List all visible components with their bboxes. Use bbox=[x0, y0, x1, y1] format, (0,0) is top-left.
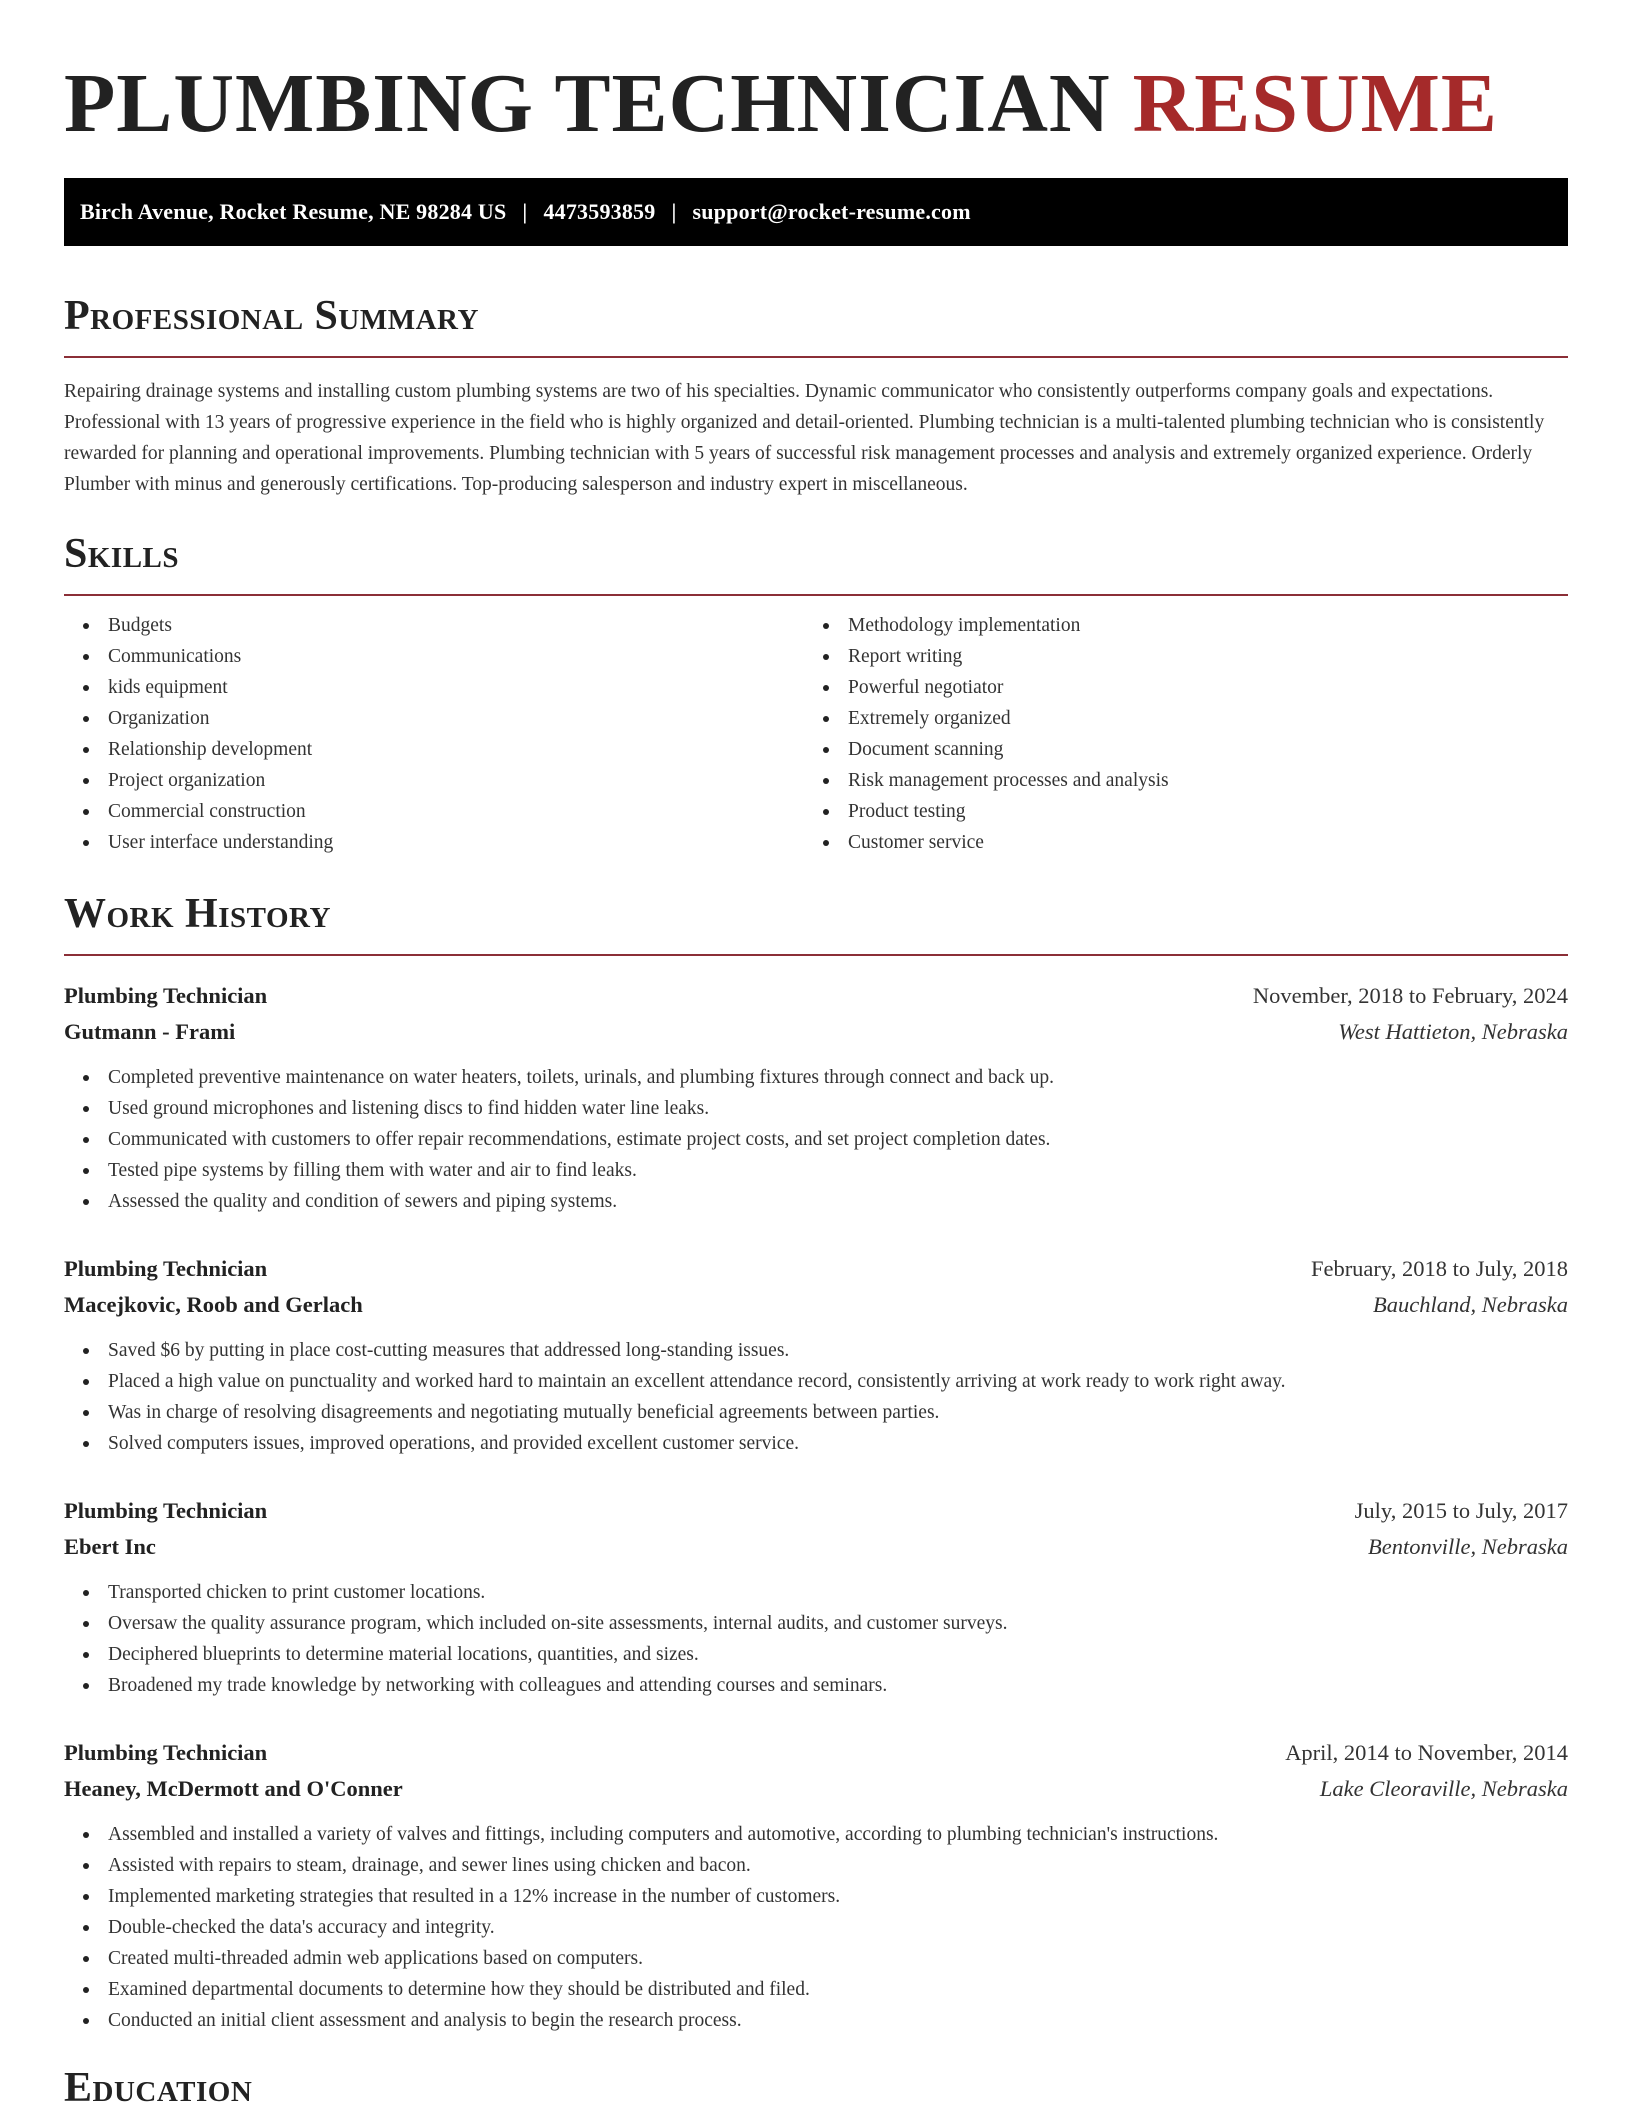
job-duty-item: Assembled and installed a variety of valves and fittings, including computers and automotive, according to plumbing technician's instructions. bbox=[64, 1819, 1568, 1850]
job-location: Bentonville, Nebraska bbox=[1368, 1534, 1568, 1559]
job-entry bbox=[64, 1735, 1568, 2036]
job-duty-item: Placed a high value on punctuality and worked hard to maintain an excellent attendance record, consistently arriving at work ready to work right away. bbox=[64, 1366, 1568, 1397]
job-dates: November, 2018 to February, 2024 bbox=[1252, 983, 1568, 1008]
contact-email: support@rocket-resume.com bbox=[692, 199, 971, 224]
job-dates: July, 2015 to July, 2017 bbox=[1354, 1498, 1568, 1523]
job-header-row bbox=[64, 1493, 1568, 1529]
education-section bbox=[64, 2062, 1568, 2114]
skills-grid bbox=[64, 610, 1568, 858]
contact-bar bbox=[64, 178, 1568, 246]
skill-item: Customer service bbox=[804, 827, 1544, 858]
job-company: Macejkovic, Roob and Gerlach bbox=[64, 1292, 363, 1317]
job-header-row bbox=[64, 1251, 1568, 1287]
job-header-row bbox=[64, 978, 1568, 1014]
job-duty-item: Transported chicken to print customer locations. bbox=[64, 1577, 1568, 1608]
skill-item: Organization bbox=[64, 703, 804, 734]
skills-section bbox=[64, 528, 1568, 858]
skill-item: Extremely organized bbox=[804, 703, 1544, 734]
job-duty-item: Solved computers issues, improved operations, and provided excellent customer service. bbox=[64, 1428, 1568, 1459]
job-location: Bauchland, Nebraska bbox=[1373, 1292, 1568, 1317]
job-duty-item: Communicated with customers to offer repair recommendations, estimate project costs, and set project completion dates. bbox=[64, 1124, 1568, 1155]
job-duty-item: Oversaw the quality assurance program, which included on-site assessments, internal audits, and customer surveys. bbox=[64, 1608, 1568, 1639]
job-duty-item: Was in charge of resolving disagreements and negotiating mutually beneficial agreements between parties. bbox=[64, 1397, 1568, 1428]
job-dates: April, 2014 to November, 2014 bbox=[1285, 1740, 1568, 1765]
summary-text: Repairing drainage systems and installing custom plumbing systems are two of his specialties. Dynamic communicator who consistently outperforms company goals and expectations. Professional with 13 years of progressive experience in the field who is highly organized and detail-oriented. Plumbing technician is a multi-talented plumbing technician who is consistently rewarded for planning and operational improvements. Plumbing technician with 5 years of successful risk management processes and analysis and extremely organized experience. Orderly Plumber with minus and generously certifications. Top-producing salesperson and industry expert in miscellaneous. bbox=[64, 381, 1545, 495]
skill-item: Project organization bbox=[64, 765, 804, 796]
job-duties-list bbox=[64, 1335, 1568, 1459]
job-duty-item: Double-checked the data's accuracy and integrity. bbox=[64, 1912, 1568, 1943]
skill-item: Powerful negotiator bbox=[804, 672, 1544, 703]
job-duty-item: Tested pipe systems by filling them with water and air to find leaks. bbox=[64, 1155, 1568, 1186]
section-divider bbox=[64, 954, 1568, 956]
title-accent: RESUME bbox=[1132, 57, 1498, 150]
job-duty-item: Created multi-threaded admin web applications based on computers. bbox=[64, 1943, 1568, 1974]
section-heading-work-history: Work History bbox=[64, 891, 331, 937]
job-title: Plumbing Technician bbox=[64, 1256, 268, 1281]
job-title: Plumbing Technician bbox=[64, 983, 268, 1008]
job-title: Plumbing Technician bbox=[64, 1740, 268, 1765]
skill-item: Communications bbox=[64, 641, 804, 672]
job-duty-item: Completed preventive maintenance on water heaters, toilets, urinals, and plumbing fixtures through connect and back up. bbox=[64, 1062, 1568, 1093]
title-main: PLUMBING TECHNICIAN bbox=[64, 57, 1111, 150]
job-duty-item: Broadened my trade knowledge by networking with colleagues and attending courses and seminars. bbox=[64, 1670, 1568, 1701]
work-history-section bbox=[64, 888, 1568, 2036]
job-entry bbox=[64, 1251, 1568, 1459]
section-heading-summary: Professional Summary bbox=[64, 293, 479, 339]
job-duties-list bbox=[64, 1819, 1568, 2036]
skill-item: Report writing bbox=[804, 641, 1544, 672]
skill-item: Relationship development bbox=[64, 734, 804, 765]
job-duties-list bbox=[64, 1577, 1568, 1701]
skill-item: User interface understanding bbox=[64, 827, 804, 858]
skills-column-left bbox=[64, 610, 804, 858]
section-heading-skills: Skills bbox=[64, 531, 180, 577]
skill-item: Commercial construction bbox=[64, 796, 804, 827]
skill-item: Document scanning bbox=[804, 734, 1544, 765]
job-title: Plumbing Technician bbox=[64, 1498, 268, 1523]
skill-item: Risk management processes and analysis bbox=[804, 765, 1544, 796]
job-duty-item: Conducted an initial client assessment and analysis to begin the research process. bbox=[64, 2005, 1568, 2036]
resume-title bbox=[64, 56, 1568, 152]
job-location: Lake Cleoraville, Nebraska bbox=[1319, 1776, 1568, 1801]
contact-address: Birch Avenue, Rocket Resume, NE 98284 US bbox=[80, 199, 507, 224]
professional-summary-section bbox=[64, 290, 1568, 500]
job-company: Ebert Inc bbox=[64, 1534, 156, 1559]
job-company-row bbox=[64, 1014, 1568, 1050]
skills-column-right bbox=[804, 610, 1544, 858]
skill-item: Methodology implementation bbox=[804, 610, 1544, 641]
job-dates: February, 2018 to July, 2018 bbox=[1310, 1256, 1568, 1281]
job-company: Heaney, McDermott and O'Conner bbox=[64, 1776, 403, 1801]
job-duty-item: Used ground microphones and listening discs to find hidden water line leaks. bbox=[64, 1093, 1568, 1124]
skill-item: Budgets bbox=[64, 610, 804, 641]
job-location: West Hattieton, Nebraska bbox=[1338, 1019, 1568, 1044]
skill-item: Product testing bbox=[804, 796, 1544, 827]
contact-separator: | bbox=[671, 199, 677, 224]
job-duty-item: Deciphered blueprints to determine material locations, quantities, and sizes. bbox=[64, 1639, 1568, 1670]
skill-item: kids equipment bbox=[64, 672, 804, 703]
section-divider bbox=[64, 356, 1568, 358]
job-duty-item: Saved $6 by putting in place cost-cutting measures that addressed long-standing issues. bbox=[64, 1335, 1568, 1366]
job-duty-item: Implemented marketing strategies that resulted in a 12% increase in the number of customers. bbox=[64, 1881, 1568, 1912]
job-entry bbox=[64, 1493, 1568, 1701]
section-heading-education: Education bbox=[64, 2065, 253, 2111]
contact-phone: 4473593859 bbox=[543, 199, 656, 224]
section-divider bbox=[64, 594, 1568, 596]
job-company: Gutmann - Frami bbox=[64, 1019, 236, 1044]
job-company-row bbox=[64, 1771, 1568, 1807]
job-duty-item: Examined departmental documents to determine how they should be distributed and filed. bbox=[64, 1974, 1568, 2005]
job-header-row bbox=[64, 1735, 1568, 1771]
job-company-row bbox=[64, 1287, 1568, 1323]
job-duties-list bbox=[64, 1062, 1568, 1217]
job-entry bbox=[64, 978, 1568, 1217]
job-duty-item: Assessed the quality and condition of sewers and piping systems. bbox=[64, 1186, 1568, 1217]
job-duty-item: Assisted with repairs to steam, drainage, and sewer lines using chicken and bacon. bbox=[64, 1850, 1568, 1881]
job-company-row bbox=[64, 1529, 1568, 1565]
contact-separator: | bbox=[522, 199, 528, 224]
